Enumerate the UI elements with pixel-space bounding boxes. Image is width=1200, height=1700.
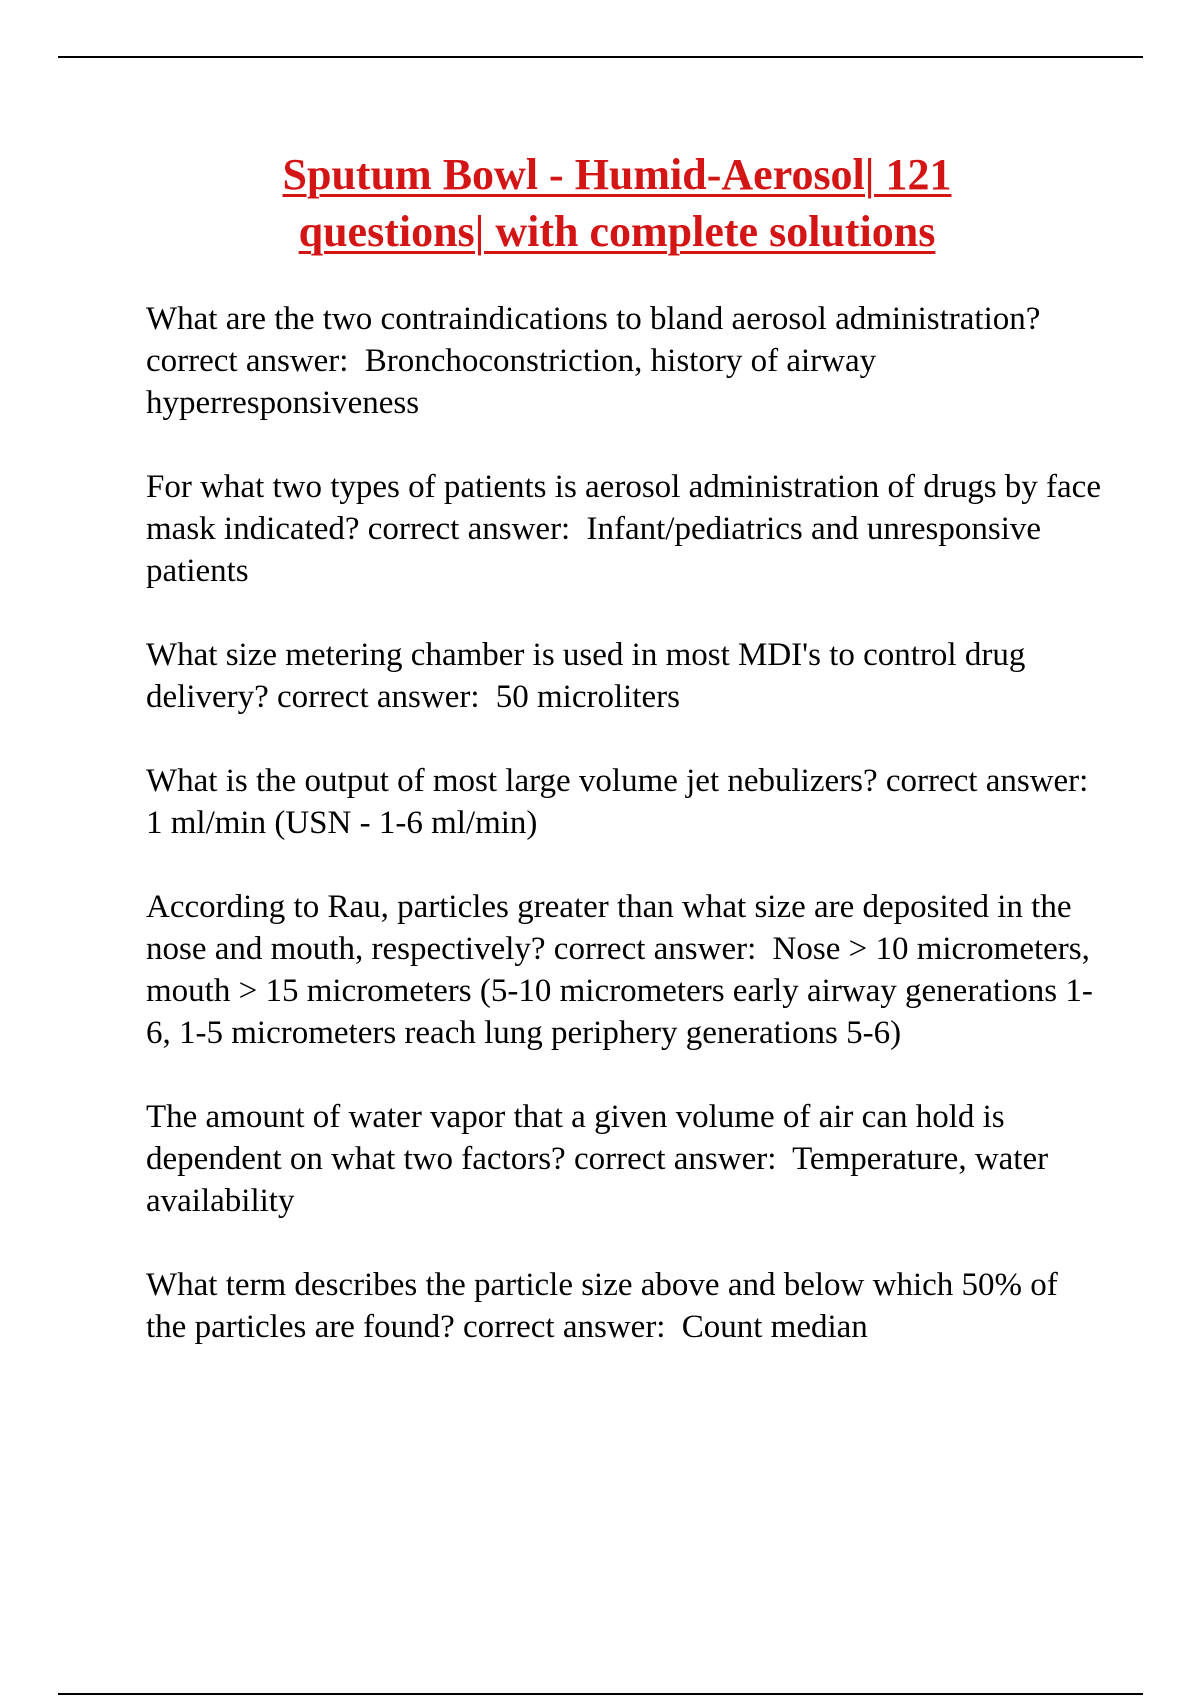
qa-item xyxy=(146,634,1106,718)
qa-item xyxy=(146,466,1106,592)
top-rule xyxy=(58,56,1143,58)
answer-text: 50 microliters xyxy=(495,679,680,715)
answer-label: correct answer: xyxy=(885,763,1089,799)
question-text: What is the output of most large volume jet nebulizers? xyxy=(146,763,878,799)
qa-list xyxy=(146,298,1106,1390)
answer-label: correct answer: xyxy=(277,679,480,715)
question-text: What are the two contraindications to bland aerosol administration? xyxy=(146,301,1041,337)
qa-item xyxy=(146,1264,1106,1348)
qa-item xyxy=(146,886,1106,1054)
qa-item xyxy=(146,1096,1106,1222)
bottom-rule xyxy=(58,1693,1143,1695)
answer-text: Temperature, water availability xyxy=(146,1141,1049,1219)
answer-text: 1 ml/min (USN - 1-6 ml/min) xyxy=(146,805,538,841)
title-line-2: questions| with complete solutions xyxy=(298,207,936,256)
question-text: What term describes the particle size above and below which 50% of the particles are found? xyxy=(146,1267,1058,1345)
question-text: For what two types of patients is aerosol administration of drugs by face mask indicated? xyxy=(146,469,1101,547)
answer-label: correct answer: xyxy=(146,343,349,379)
question-text: The amount of water vapor that a given volume of air can hold is dependent on what two factors? xyxy=(146,1099,1005,1177)
document-title xyxy=(120,146,1114,260)
qa-item xyxy=(146,298,1106,424)
answer-label: correct answer: xyxy=(463,1309,666,1345)
answer-label: correct answer: xyxy=(367,511,571,547)
answer-text: Bronchoconstriction, history of airway hyperresponsiveness xyxy=(146,343,877,421)
answer-text: Infant/pediatrics and unresponsive patients xyxy=(146,511,1042,589)
question-text: According to Rau, particles greater than what size are deposited in the nose and mouth, respectively? xyxy=(146,889,1072,967)
answer-label: correct answer: xyxy=(573,1141,777,1177)
question-text: What size metering chamber is used in most MDI's to control drug delivery? xyxy=(146,637,1026,715)
answer-text: Nose > 10 micrometers, mouth > 15 micrometers (5-10 micrometers early airway generations 1-6, 1-5 micrometers reach lung periphery generations 5-6) xyxy=(146,931,1093,1051)
answer-label: correct answer: xyxy=(553,931,757,967)
qa-item xyxy=(146,760,1106,844)
title-line-1: Sputum Bowl - Humid-Aerosol| 121 xyxy=(282,150,952,199)
answer-text: Count median xyxy=(681,1309,868,1345)
